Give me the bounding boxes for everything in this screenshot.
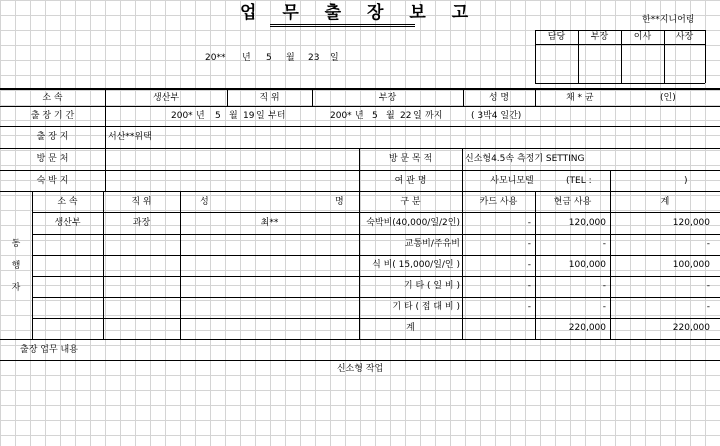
hotel-label: 여 관 명	[394, 176, 427, 186]
approval-header-president: 사장	[675, 32, 694, 42]
expense-total: 100,000	[672, 260, 710, 270]
destination-value: 서산**위택	[108, 132, 152, 142]
expense-total: 120,000	[672, 218, 710, 228]
col-header-category: 구 분	[400, 197, 421, 207]
approval-header-director: 이사	[633, 32, 652, 42]
name-value: 채 * 균	[566, 93, 594, 103]
col-header-cash: 현금 사용	[553, 197, 592, 207]
position-value: 부장	[378, 93, 397, 103]
expense-cash: 120,000	[568, 218, 606, 228]
col-header-card: 카드 사용	[479, 197, 518, 207]
page-title: 업 무 출 장 보 고	[240, 3, 479, 23]
dept-label: 소 속	[42, 93, 63, 103]
expense-card: -	[527, 239, 531, 249]
hotel-value: 사모니모텔	[490, 176, 534, 186]
companion-name: 최**	[260, 218, 279, 228]
expense-card: -	[527, 281, 531, 291]
expense-category: 계	[406, 323, 415, 333]
expense-category: 기 타 ( 접 대 비 )	[392, 302, 460, 312]
lodging-label: 숙 박 지	[36, 176, 69, 186]
expense-category: 식 비( 15,000/일/인 )	[372, 260, 460, 270]
expense-total: -	[706, 239, 710, 249]
col-header-name-right: 명	[335, 197, 344, 207]
col-header-name-left: 성	[200, 197, 209, 207]
tel-close: )	[684, 176, 688, 186]
expense-cash: 100,000	[568, 260, 606, 270]
expense-cash: -	[602, 281, 606, 291]
col-header-position: 직 위	[131, 197, 152, 207]
visit-label: 방 문 처	[36, 154, 69, 164]
companion-side-label-1: 동	[11, 239, 21, 249]
approval-header-staff: 담당	[547, 32, 566, 42]
dept-value: 생산부	[152, 93, 180, 103]
expense-category: 교통비/주유비	[404, 239, 460, 249]
tel-label: (TEL :	[566, 176, 592, 186]
business-label: 출장 업무 내용	[20, 345, 78, 355]
expense-total: 220,000	[672, 323, 710, 333]
business-content: 신소형 작업	[336, 364, 384, 374]
expense-cash: -	[602, 302, 606, 312]
name-label: 성 명	[488, 93, 510, 103]
expense-card: -	[527, 302, 531, 312]
companion-side-label-2: 행	[11, 261, 21, 271]
purpose-label: 방 문 목 적	[388, 154, 433, 164]
expense-category: 숙박비(40,000/일/2인)	[366, 218, 460, 228]
companion-side-label-3: 자	[11, 283, 21, 293]
col-header-dept: 소 속	[57, 197, 78, 207]
purpose-value: 신소형4.5속 측정기 SETTING	[465, 154, 585, 164]
approval-header-manager: 부장	[590, 32, 609, 42]
companion-dept: 생산부	[54, 218, 81, 228]
expense-total: -	[706, 281, 710, 291]
period-label: 출 장 기 간	[30, 111, 75, 121]
company-name: 한**지니어링	[642, 15, 695, 25]
position-label: 직 위	[259, 93, 280, 103]
expense-category: 기 타 ( 일 비 )	[403, 281, 460, 291]
col-header-total: 계	[660, 197, 670, 207]
expense-cash: 220,000	[568, 323, 606, 333]
expense-total: -	[706, 302, 710, 312]
destination-label: 출 장 지	[36, 132, 69, 142]
expense-card: -	[527, 260, 531, 270]
expense-cash: -	[602, 239, 606, 249]
expense-card: -	[527, 218, 531, 228]
seal-mark: (인)	[660, 93, 676, 103]
companion-position: 과장	[132, 218, 151, 228]
period-duration: ( 3박4 일간)	[471, 111, 522, 121]
